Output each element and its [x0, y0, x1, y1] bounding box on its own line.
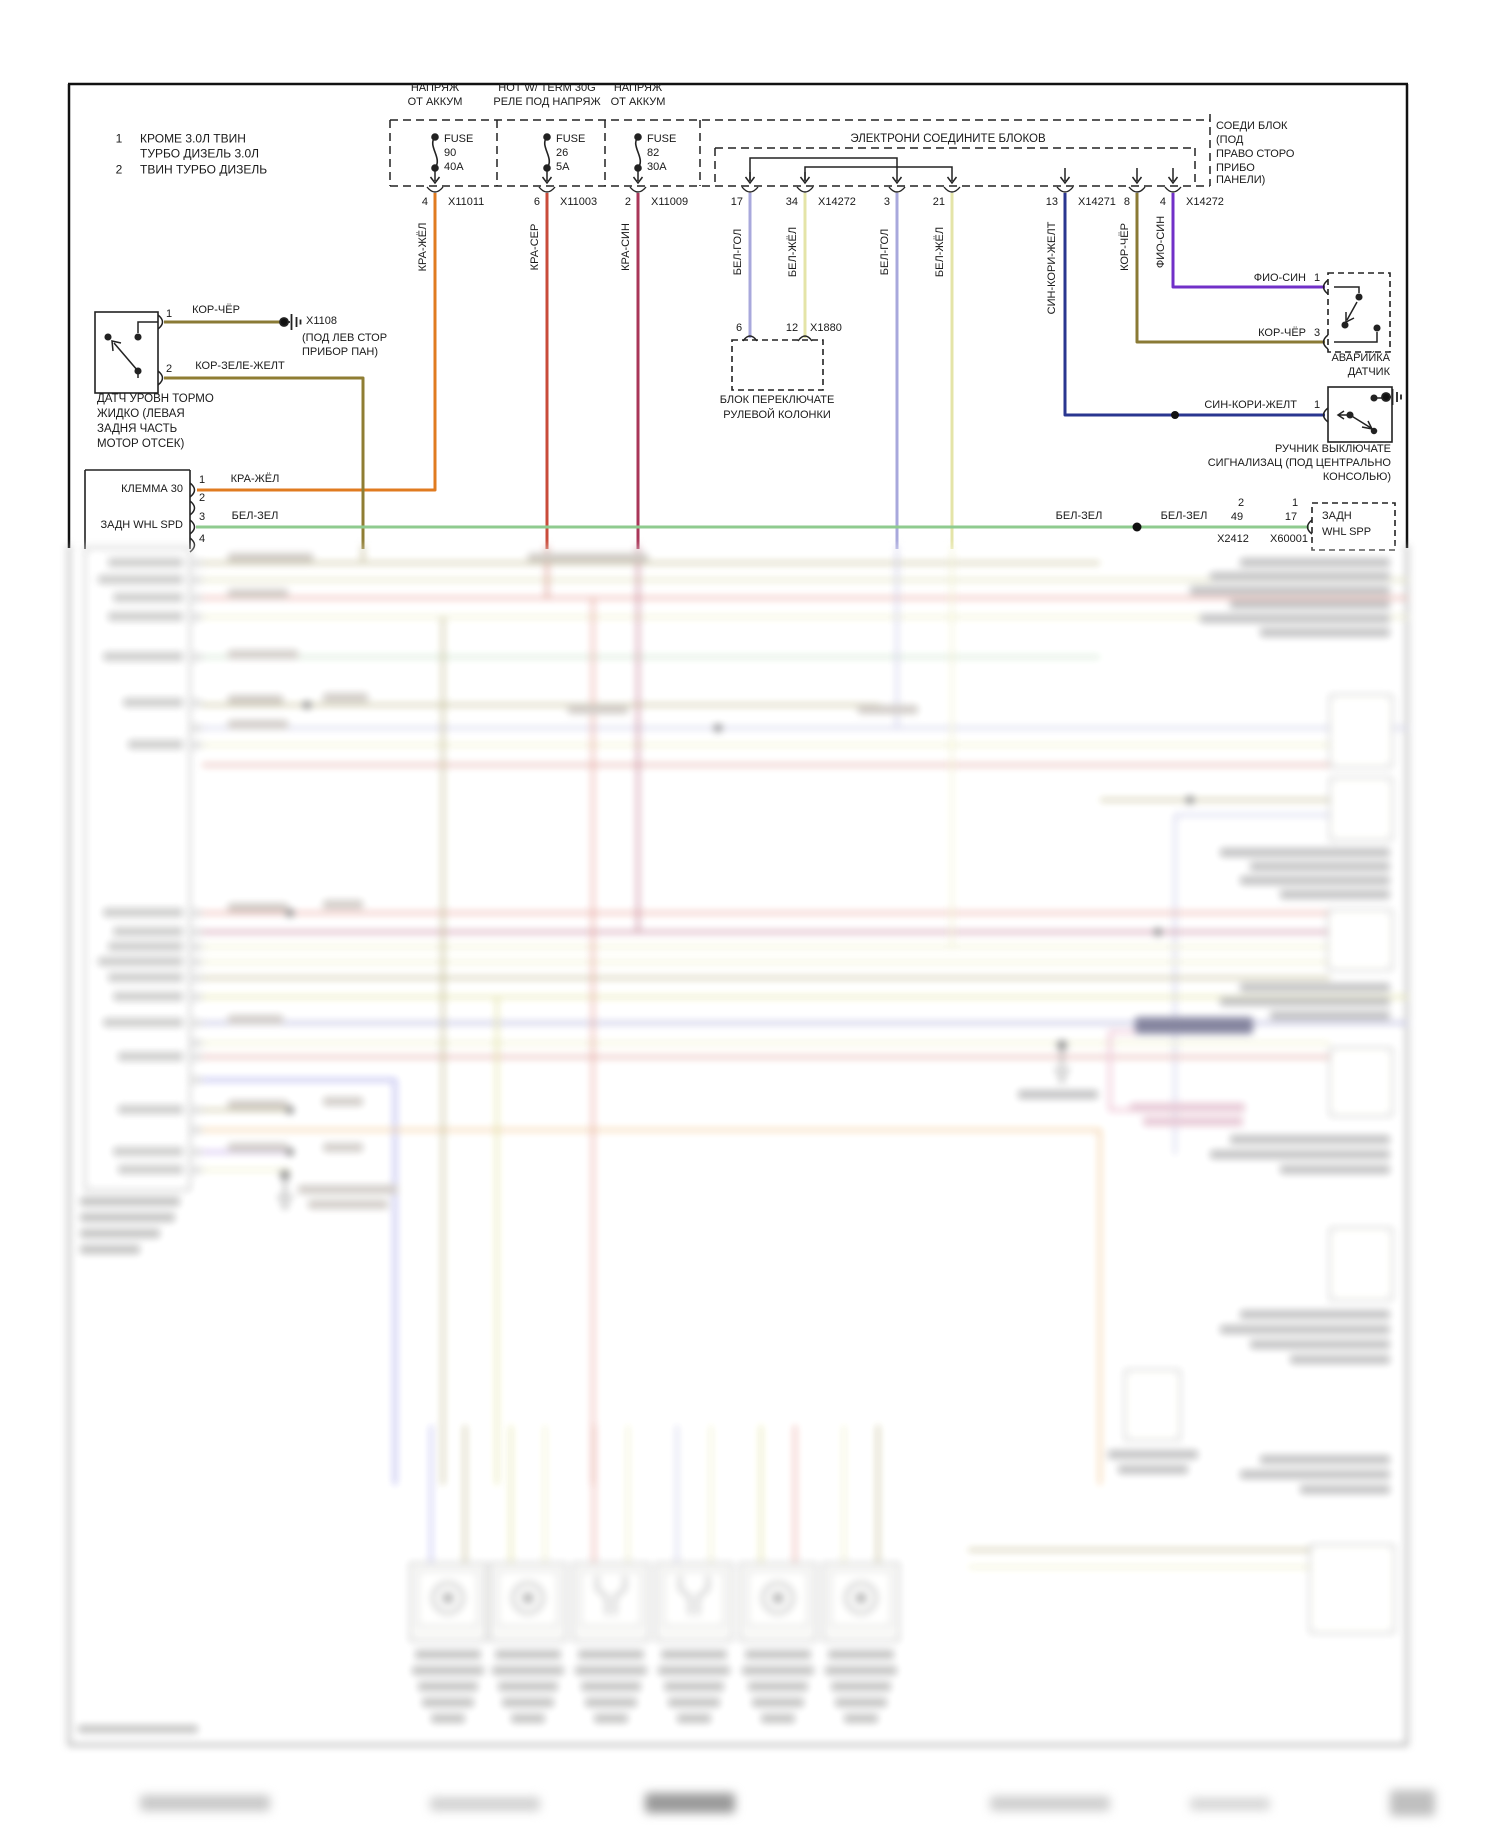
pin-number: 8	[1123, 196, 1130, 209]
rear-pin-a: 49	[1230, 511, 1244, 524]
brake-sensor-label-line2: ЖИДКО (ЛЕВАЯ	[97, 407, 185, 420]
hazard-pin-1: 1	[1313, 272, 1321, 285]
junction-block-title: ЭЛЕКТРОНИ СОЕДИНИТЕ БЛОКОВ	[850, 132, 1046, 145]
rail-connector-arcs	[427, 187, 1181, 192]
klemma-pin-4: 4	[198, 533, 206, 546]
wire-color-label: БЕЛ-ГОЛ	[732, 228, 745, 276]
klemma-wire-1-label: КРА-ЖЁЛ	[230, 473, 280, 486]
parkbrake-pin-1: 1	[1313, 399, 1321, 412]
hazard-switch-symbol	[1334, 287, 1380, 342]
wire-color-label: БЕЛ-ЖЁЛ	[934, 226, 947, 278]
power-header-3-line2: ОТ АККУМ	[610, 96, 666, 109]
wire-color-label: КРА-ЖЁЛ	[417, 222, 430, 272]
wire-color-label: БЕЛ-ГОЛ	[879, 228, 892, 276]
hazard-label-line1: АВАРИЙКА	[1331, 352, 1390, 365]
fuse-3-rating: 30A	[647, 161, 667, 174]
steering-label-line2: РУЛЕВОЙ КОЛОНКИ	[723, 409, 831, 422]
hazard-label-line2: ДАТЧИК	[1347, 366, 1390, 379]
junction-block-routing	[750, 158, 952, 180]
ground-symbol-x1108	[280, 314, 301, 330]
pin-number: 17	[730, 196, 743, 209]
power-header-2-line2: РЕЛЕ ПОД НАПРЯЖ	[493, 96, 601, 109]
brake-sensor-wire-1-label: КОР-ЧЁР	[192, 304, 240, 317]
pin-number: 13	[1045, 196, 1058, 209]
klemma-wire-3-label: БЕЛ-ЗЕЛ	[231, 510, 279, 523]
ground-connector-name: X1108	[306, 315, 337, 328]
brake-sensor-pin-1: 1	[165, 308, 173, 321]
fuse-3-number: 82	[647, 147, 660, 160]
legend-item-2-line1: ТВИН ТУРБО ДИЗЕЛЬ	[140, 162, 268, 177]
brake-sensor-label-line1: ДАТЧ УРОВН ТОРМО	[97, 392, 214, 405]
brake-level-switch-symbol	[105, 322, 158, 378]
fuse-3-word: FUSE	[647, 133, 677, 146]
rear-pin-top-a: 2	[1237, 497, 1245, 510]
klemma-pin-3: 3	[198, 511, 206, 524]
parkbrake-label-line2: СИГНАЛИЗАЦ (ПОД ЦЕНТРАЛЬНО	[1207, 457, 1391, 470]
connector-bracket-line3: ПРАВО СТОРО	[1216, 148, 1295, 161]
bottom-blur-artifacts	[0, 1780, 1500, 1828]
pin-connector: X14272	[1186, 196, 1224, 209]
pin-connector: X11011	[448, 196, 485, 209]
rear-wire-label-b: БЕЛ-ЗЕЛ	[1160, 510, 1208, 523]
fuse-2-rating: 5A	[556, 161, 570, 174]
pin-connector: X11003	[560, 196, 598, 209]
rear-box-line2: WHL SPP	[1322, 526, 1372, 539]
legend-item-1-line2: ТУРБО ДИЗЕЛЬ 3.0Л	[140, 146, 260, 161]
hazard-wire-1-label: ФИО-СИН	[1253, 272, 1306, 285]
pin-connector: X14271	[1078, 196, 1116, 209]
power-header-1-line1: НАПРЯЖ	[410, 82, 460, 95]
artifact-blob	[430, 1797, 540, 1811]
pin-number: 3	[883, 196, 890, 209]
wire-color-label: КРА-СЕР	[529, 223, 542, 271]
artifact-blob	[990, 1796, 1110, 1811]
pin-connector: X14272	[818, 196, 856, 209]
hazard-wire-2-label: КОР-ЧЁР	[1258, 327, 1306, 340]
klemma-title: КЛЕММА 30	[121, 483, 183, 496]
brake-sensor-label-line4: МОТОР ОТСЕК)	[97, 437, 185, 450]
wire-color-label: КРА-СИН	[620, 223, 633, 271]
wire-color-label: СИН-КОРИ-ЖЕЛТ	[1046, 221, 1059, 315]
rear-connector-b: X60001	[1270, 533, 1308, 546]
artifact-blob	[140, 1795, 270, 1811]
power-header-2-line1: HOT W/ TERM 30G	[498, 82, 596, 95]
wire-sin-kori-zhelt	[1065, 193, 1325, 415]
parkbrake-label-line3: КОНСОЛЬЮ)	[1322, 471, 1391, 484]
connector-bracket-line5: ПАНЕЛИ)	[1216, 174, 1266, 187]
rail-down-arrows	[431, 168, 1178, 183]
steering-pin-12: 12	[785, 322, 799, 335]
pin-connector: X11009	[651, 196, 689, 209]
power-header-1-line2: ОТ АККУМ	[407, 96, 463, 109]
rear-box-line1: ЗАДН	[1322, 510, 1352, 523]
power-rail-dashed	[390, 114, 1210, 186]
hazard-pin-3: 3	[1313, 327, 1321, 340]
parkbrake-switch-symbol	[1338, 395, 1382, 433]
pin-number: 4	[1159, 196, 1166, 209]
wire-color-label: КОР-ЧЁР	[1119, 223, 1132, 271]
brake-sensor-wire-2-label: КОР-ЗЕЛЕ-ЖЕЛТ	[195, 360, 285, 373]
power-header-3-line1: НАПРЯЖ	[613, 82, 663, 95]
brake-sensor-pin-2: 2	[165, 363, 173, 376]
klemma-pin-2: 2	[198, 492, 206, 505]
legend-item-1-line1: КРОМЕ 3.0Л ТВИН	[140, 131, 246, 146]
rear-pin-top-b: 1	[1291, 497, 1299, 510]
pin-number: 4	[421, 196, 428, 209]
artifact-blob	[645, 1793, 735, 1813]
ground-location-line1: (ПОД ЛЕВ СТОР	[302, 332, 388, 345]
fuse-2-word: FUSE	[556, 133, 586, 146]
rear-pin-b: 17	[1284, 511, 1298, 524]
connector-bracket-line1: СОЕДИ БЛОК	[1216, 120, 1288, 133]
steering-pin-6: 6	[735, 322, 743, 335]
connector-bracket-line4: ПРИБО	[1216, 162, 1255, 175]
rear-wire-label-a: БЕЛ-ЗЕЛ	[1055, 510, 1103, 523]
fuse-1-number: 90	[444, 147, 457, 160]
blurred-diagram-region	[68, 545, 1408, 1760]
legend-item-2-number: 2	[115, 162, 123, 177]
rear-connector-a: X2412	[1217, 533, 1249, 546]
pin-number: 6	[533, 196, 540, 209]
artifact-blob	[1190, 1798, 1270, 1810]
fuse-1-word: FUSE	[444, 133, 474, 146]
klemma-subtitle: ЗАДН WHL SPD	[100, 519, 183, 532]
connector-bracket-line2: (ПОД	[1216, 134, 1244, 147]
pin-number: 2	[624, 196, 631, 209]
parkbrake-label-line1: РУЧНИК ВЫКЛЮЧАТЕ	[1274, 443, 1391, 456]
pin-number: 34	[785, 196, 798, 209]
brake-sensor-label-line3: ЗАДНЯ ЧАСТЬ	[97, 422, 178, 435]
wire-color-label: ФИО-СИН	[1155, 215, 1168, 269]
klemma-pin-1: 1	[198, 474, 206, 487]
fuse-2-number: 26	[556, 147, 569, 160]
steering-connector-name: X1880	[810, 322, 842, 335]
fuse-1-rating: 40A	[444, 161, 464, 174]
pin-number: 21	[932, 196, 945, 209]
artifact-blob	[1390, 1790, 1435, 1816]
wire-color-label: БЕЛ-ЖЁЛ	[787, 226, 800, 278]
legend-item-1-number: 1	[115, 131, 123, 146]
parkbrake-wire-label: СИН-КОРИ-ЖЕЛТ	[1204, 399, 1297, 412]
steering-label-line1: БЛОК ПЕРЕКЛЮЧАТЕ	[719, 394, 835, 407]
ground-location-line2: ПРИБОР ПАН)	[302, 346, 379, 359]
